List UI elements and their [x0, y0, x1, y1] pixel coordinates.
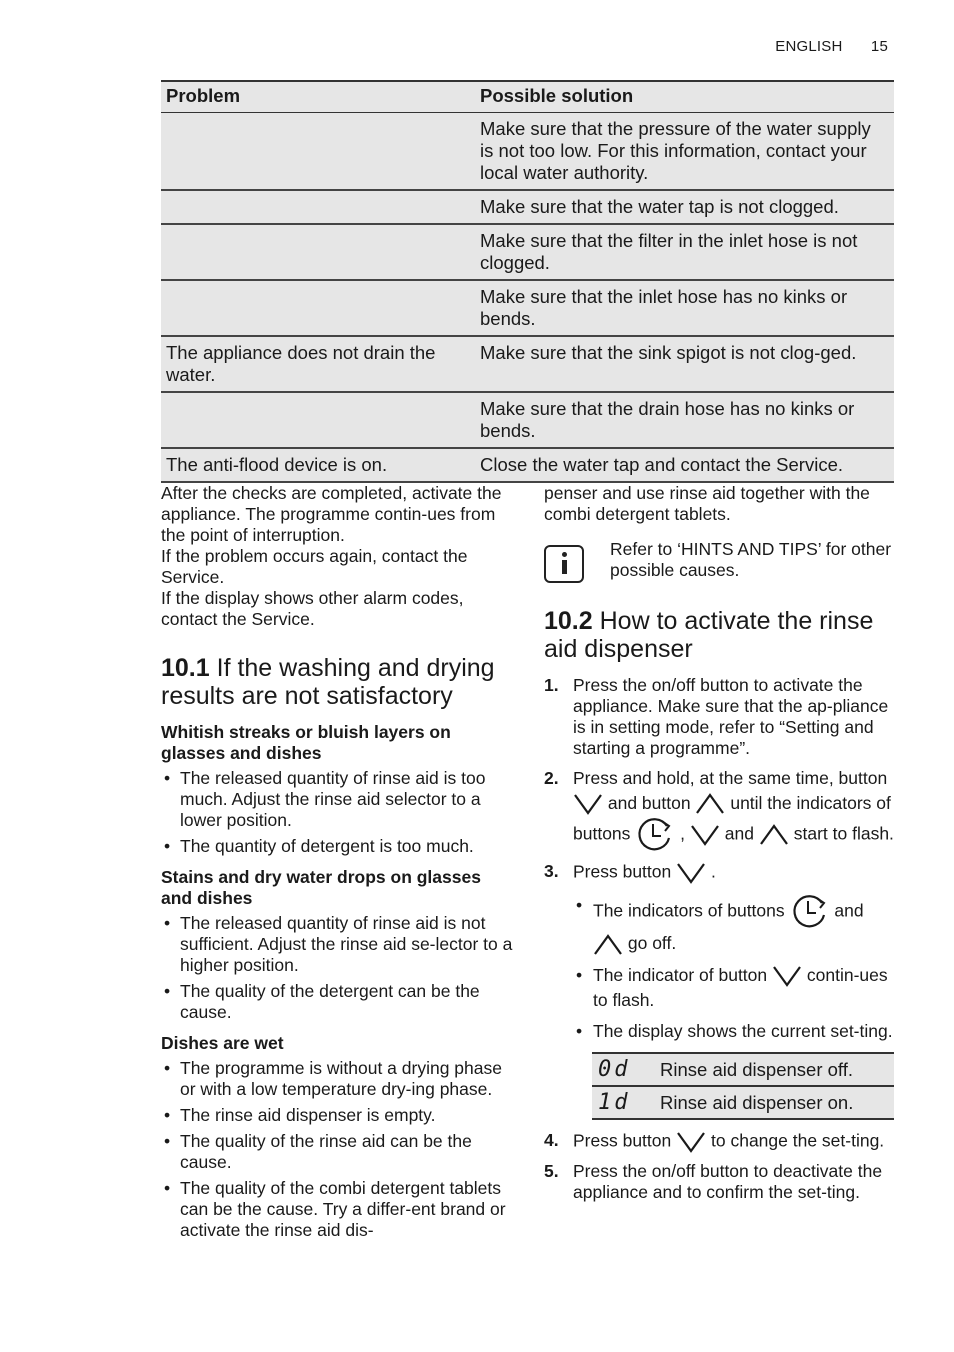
steps-list — [544, 675, 896, 1203]
display-code: 0d — [592, 1053, 654, 1086]
list-item: • The programme is without a drying phase or with a low temperature dry-ing phase. — [161, 1058, 516, 1100]
table-row — [161, 336, 894, 392]
section-heading-10-2 — [544, 607, 896, 663]
problem-cell — [161, 280, 475, 336]
chevron-down-icon — [676, 861, 706, 885]
problem-cell — [161, 113, 475, 191]
troubleshooting-table — [161, 80, 894, 483]
note-text: Refer to ‘HINTS AND TIPS’ for other possible causes. — [610, 539, 892, 580]
bullet-list — [161, 768, 516, 857]
table-row — [161, 280, 894, 336]
list-item: • The quality of the detergent can be the cause. — [161, 981, 516, 1023]
step-text: until the indicators of buttons — [573, 793, 891, 844]
table-row — [592, 1086, 894, 1119]
delay-timer-icon — [790, 893, 830, 931]
chevron-down-icon — [573, 792, 603, 816]
chevron-up-icon — [695, 792, 725, 816]
list-item: • The display shows the current set-ting. — [573, 1019, 896, 1044]
table-row — [161, 392, 894, 448]
step-item — [544, 675, 896, 759]
language-label: ENGLISH — [775, 38, 843, 55]
problem-cell: The appliance does not drain the water. — [161, 336, 475, 392]
step-number: 3. — [544, 861, 559, 882]
page-number: 15 — [870, 38, 888, 55]
list-item: • The released quantity of rinse aid is not sufficient. Adjust the rinse aid se-lector to a higher position. — [161, 913, 516, 976]
step-text: The indicators of buttons — [593, 901, 785, 921]
step-text: Press the on/off button to deactivate the appliance and to confirm the set-ting. — [573, 1161, 883, 1203]
delay-timer-icon — [635, 816, 675, 854]
info-note — [544, 539, 896, 583]
intro-paragraph: If the problem occurs again, contact the Service. — [161, 546, 468, 587]
step-number: 2. — [544, 768, 559, 788]
step-text: Press button — [573, 862, 672, 882]
section-title: How to activate the rinse aid dispenser — [544, 607, 874, 663]
step-text: go off. — [627, 933, 677, 954]
code-description: Rinse aid dispenser on. — [654, 1086, 894, 1119]
step-number: 4. — [544, 1130, 559, 1151]
step-text: contin-ues to flash. — [593, 964, 888, 1011]
section-title: If the washing and drying results are not satisfactory — [161, 654, 495, 710]
bullet-list — [161, 1058, 516, 1241]
section-number: 10.1 — [161, 654, 210, 682]
page-header — [775, 38, 888, 55]
table-row — [161, 113, 894, 191]
solution-cell: Make sure that the water tap is not clogged. — [475, 190, 894, 224]
table-header-row — [161, 81, 894, 113]
display-codes-table — [592, 1052, 894, 1120]
chevron-down-icon — [690, 823, 720, 847]
step-text: and — [724, 824, 754, 844]
subheading: Stains and dry water drops on glasses and dishes — [161, 867, 481, 908]
solution-cell: Close the water tap and contact the Service. — [475, 448, 894, 482]
step-text: and button — [607, 793, 691, 813]
display-code: 1d — [592, 1086, 654, 1119]
step-text: and — [834, 901, 864, 921]
step-item — [544, 1130, 896, 1154]
list-item: • The quality of the combi detergent tablets can be the cause. Try a differ-ent brand or activate the rinse aid dis- — [161, 1178, 516, 1241]
list-item — [573, 893, 896, 956]
table-row — [161, 190, 894, 224]
table-row — [161, 224, 894, 280]
subheading: Whitish streaks or bluish layers on glasses and dishes — [161, 722, 451, 763]
step-item — [544, 861, 896, 1120]
step-number: 1. — [544, 675, 559, 695]
section-heading-10-1 — [161, 654, 516, 710]
solution-cell: Make sure that the filter in the inlet hose is not clogged. — [475, 224, 894, 280]
step-text: . — [711, 862, 716, 882]
step-item — [544, 1161, 896, 1203]
step-text: Press the on/off button to activate the appliance. Make sure that the ap-pliance is in setting mode, refer to “Setting and starting a programme”. — [573, 675, 889, 758]
step-item — [544, 766, 896, 854]
solution-cell: Make sure that the drain hose has no kinks or bends. — [475, 392, 894, 448]
step-text: start to flash. — [793, 824, 894, 844]
solution-cell: Make sure that the sink spigot is not clog-ged. — [475, 336, 894, 392]
left-column — [161, 483, 516, 1246]
step-text: The indicator of button — [593, 964, 768, 985]
continuation-paragraph: penser and use rinse aid together with the combi detergent tablets. — [544, 483, 870, 524]
chevron-down-icon — [772, 964, 802, 988]
table-row — [161, 448, 894, 482]
chevron-up-icon — [759, 823, 789, 847]
list-item: • The quality of the rinse aid can be the cause. — [161, 1131, 516, 1173]
list-item: • The released quantity of rinse aid is too much. Adjust the rinse aid selector to a lower position. — [161, 768, 516, 831]
subheading: Dishes are wet — [161, 1033, 284, 1053]
table-row — [592, 1053, 894, 1086]
step-text: , — [680, 824, 686, 844]
intro-paragraph: If the display shows other alarm codes, contact the Service. — [161, 588, 464, 629]
code-description: Rinse aid dispenser off. — [654, 1053, 894, 1086]
step-text: Press and hold, at the same time, button — [573, 768, 888, 788]
step-text: Press button — [573, 1130, 672, 1151]
list-item — [573, 963, 896, 1013]
right-column — [544, 483, 896, 1210]
bullet-list — [161, 913, 516, 1023]
chevron-down-icon — [676, 1130, 706, 1154]
list-item: • The quantity of detergent is too much. — [161, 836, 516, 857]
chevron-up-icon — [593, 933, 623, 957]
problem-cell — [161, 224, 475, 280]
solution-cell: Make sure that the inlet hose has no kinks or bends. — [475, 280, 894, 336]
intro-paragraph: After the checks are completed, activate the appliance. The programme contin-ues from the point of interruption. — [161, 483, 502, 545]
problem-cell — [161, 392, 475, 448]
column-header-solution: Possible solution — [475, 81, 894, 113]
problem-cell: The anti-flood device is on. — [161, 448, 475, 482]
step-number: 5. — [544, 1161, 559, 1182]
step-text: to change the set-ting. — [711, 1130, 885, 1151]
solution-cell: Make sure that the pressure of the water supply is not too low. For this information, contact your local water authority. — [475, 113, 894, 191]
column-header-problem: Problem — [161, 81, 475, 113]
problem-cell — [161, 190, 475, 224]
section-number: 10.2 — [544, 607, 593, 635]
list-item: • The rinse aid dispenser is empty. — [161, 1105, 516, 1126]
bullet-list — [573, 893, 896, 1044]
info-icon — [544, 545, 584, 583]
